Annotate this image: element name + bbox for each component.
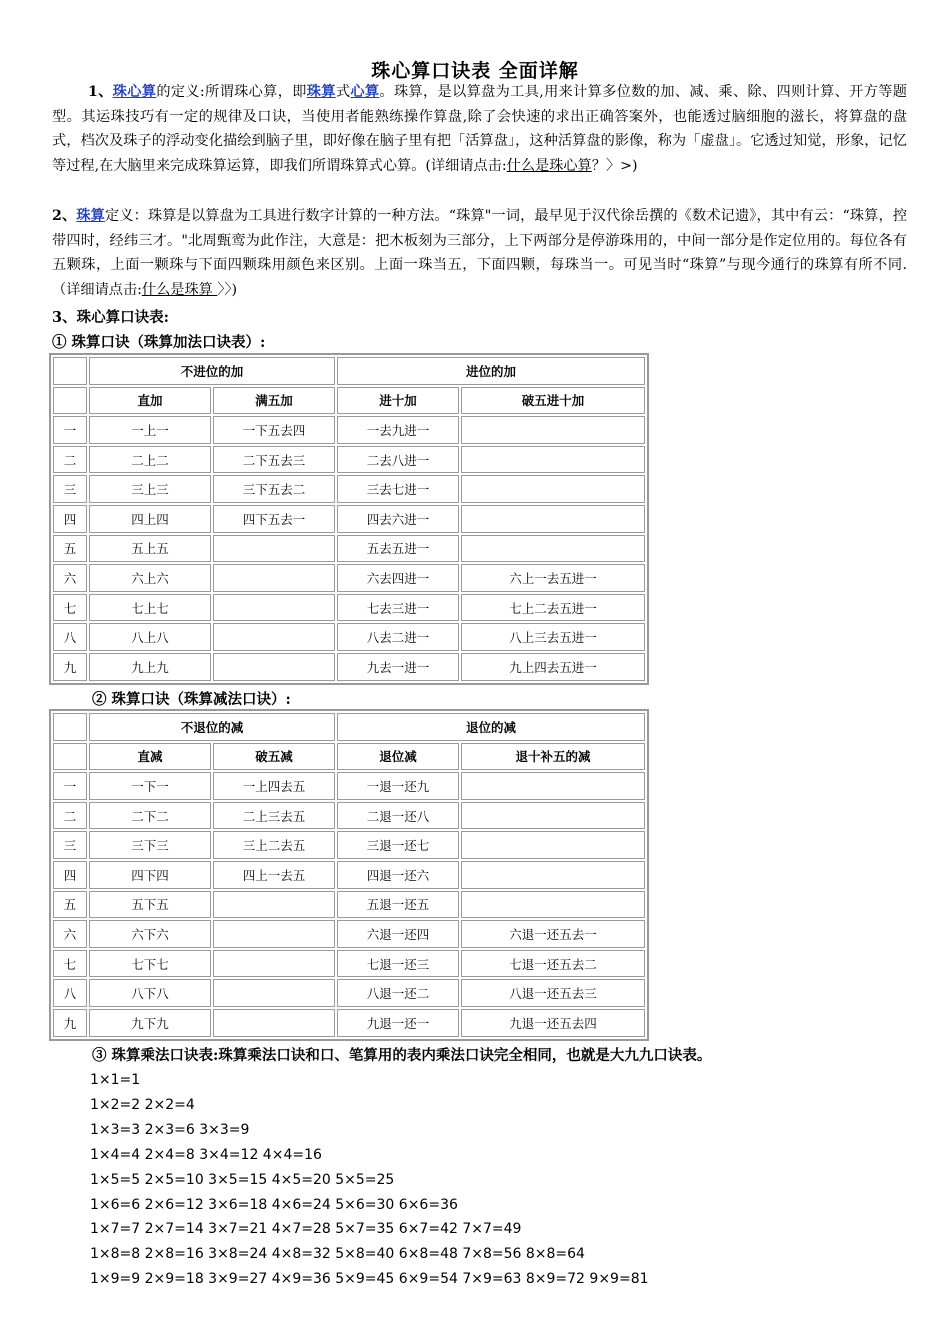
multiplication-line: 1×5=5 2×5=10 3×5=15 4×5=20 5×5=25 (90, 1171, 395, 1188)
multiplication-line: 1×2=2 2×2=4 (90, 1096, 195, 1113)
table-row (53, 653, 645, 681)
table-cell: 八上八 (89, 623, 211, 651)
paragraph-definition-zhuxinsuan (52, 80, 907, 178)
reference-link-zhuxinsuan[interactable]: 什么是珠心算 (506, 157, 592, 174)
table-cell: 六退一还五去一 (461, 920, 645, 948)
table-cell: 一下五去四 (213, 416, 335, 444)
table-cell (461, 831, 645, 859)
table-cell: 二去八进一 (337, 446, 459, 474)
table-cell: 二下五去三 (213, 446, 335, 474)
table-cell: 八退一还二 (337, 979, 459, 1007)
row-label: 五 (53, 891, 87, 919)
link-zhusuan[interactable]: 珠算 (76, 208, 105, 224)
table-cell (213, 979, 335, 1007)
row-label: 八 (53, 979, 87, 1007)
table-cell (213, 564, 335, 592)
multiplication-line: 1×1=1 (90, 1072, 141, 1088)
column-header: 破五减 (213, 743, 335, 771)
table-cell (461, 475, 645, 503)
table-row (53, 920, 645, 948)
paragraph-text: ？〉>) (591, 157, 638, 174)
link-xinsuan[interactable]: 心算 (350, 84, 380, 100)
paragraph-text: 〉〉) (217, 281, 238, 298)
table-cell: 七上七 (89, 594, 211, 622)
addition-table (49, 353, 649, 685)
column-header: 退位减 (337, 743, 459, 771)
table-cell: 一上四去五 (213, 772, 335, 800)
paragraph-text: 定义：珠算是以算盘为工具进行数字计算的一种方法。“珠算"一词，最早见于汉代徐岳撰的《数术记遗》，其中有云：“珠算，控带四时，经纬三才。"北周甄鸾为此作注，大意是：把木板刻为三部分，上下两部分是停游珠用的，中间一部分是作定位用的。每位各有五颗珠，上面一颗珠与下面四颗珠用颜色来区别。上面一珠当五，下面四颗，每珠当一。可见当时“珠算”与现今通行的珠算有所不同.（详细请点击: (52, 208, 908, 298)
table-cell: 二上三去五 (213, 802, 335, 830)
table-cell: 二上二 (89, 446, 211, 474)
row-label: 六 (53, 920, 87, 948)
link-zhuxinsuan[interactable]: 珠心算 (112, 84, 157, 100)
table-row (53, 979, 645, 1007)
table-cell: 三上三 (89, 475, 211, 503)
column-header: 进十加 (337, 387, 459, 415)
table-cell: 一去九进一 (337, 416, 459, 444)
table-cell: 五上五 (89, 535, 211, 563)
table-group-row (53, 357, 645, 385)
table-cell (461, 505, 645, 533)
paragraph-number: 2、 (52, 208, 77, 224)
table-row (53, 416, 645, 444)
table-row (53, 475, 645, 503)
column-header: 直加 (89, 387, 211, 415)
table-cell: 八去二进一 (337, 623, 459, 651)
row-label: 七 (53, 950, 87, 978)
table-cell (213, 594, 335, 622)
row-label: 九 (53, 1009, 87, 1037)
row-label: 三 (53, 475, 87, 503)
table-cell: 八上三去五进一 (461, 623, 645, 651)
column-header: 破五进十加 (461, 387, 645, 415)
table-cell (213, 920, 335, 948)
table-cell: 四退一还六 (337, 861, 459, 889)
table-cell: 六退一还四 (337, 920, 459, 948)
paragraph-text: 式 (335, 84, 351, 100)
table-cell (213, 535, 335, 563)
table-row (53, 623, 645, 651)
row-label: 四 (53, 861, 87, 889)
table-cell: 九下九 (89, 1009, 211, 1037)
table-cell: 七去三进一 (337, 594, 459, 622)
row-label: 七 (53, 594, 87, 622)
link-zhusuan[interactable]: 珠算 (306, 84, 336, 100)
table-cell: 九退一还一 (337, 1009, 459, 1037)
table-cell: 一下一 (89, 772, 211, 800)
table-corner-cell (53, 357, 87, 385)
row-label: 五 (53, 535, 87, 563)
table-cell (213, 950, 335, 978)
section-heading-koujue: 3、珠心算口诀表: (52, 309, 169, 326)
table-row (53, 1009, 645, 1037)
table-cell (461, 802, 645, 830)
table-row (53, 772, 645, 800)
table-row (53, 535, 645, 563)
table-row (53, 564, 645, 592)
group-header: 进位的加 (337, 357, 645, 385)
table-corner-cell (53, 713, 87, 741)
table-cell (461, 861, 645, 889)
table-cell (461, 772, 645, 800)
multiplication-line: 1×7=7 2×7=14 3×7=21 4×7=28 5×7=35 6×7=42 7×7=49 (90, 1221, 522, 1238)
table-cell: 九上四去五进一 (461, 653, 645, 681)
table-cell: 六上一去五进一 (461, 564, 645, 592)
paragraph-definition-zhusuan (52, 204, 907, 302)
table-cell: 六去四进一 (337, 564, 459, 592)
table-row (53, 831, 645, 859)
reference-link-zhusuan[interactable]: 什么是珠算 (141, 281, 218, 298)
row-label: 八 (53, 623, 87, 651)
multiplication-heading: ③ 珠算乘法口诀表:珠算乘法口诀和口、笔算用的表内乘法口诀完全相同，也就是大九九口诀表。 (92, 1047, 712, 1064)
multiplication-line: 1×8=8 2×8=16 3×8=24 4×8=32 5×8=40 6×8=48 7×8=56 8×8=64 (90, 1246, 585, 1263)
table-cell: 三上二去五 (213, 831, 335, 859)
table-cell (213, 653, 335, 681)
table-corner-cell (53, 387, 87, 415)
table-cell: 七上二去五进一 (461, 594, 645, 622)
table-cell (461, 416, 645, 444)
table-cell: 六上六 (89, 564, 211, 592)
table-cell: 七退一还五去二 (461, 950, 645, 978)
table-row (53, 802, 645, 830)
table-cell (213, 1009, 335, 1037)
table-cell: 一退一还九 (337, 772, 459, 800)
table-cell: 二下二 (89, 802, 211, 830)
paragraph-text: 的定义:所谓珠心算，即 (156, 84, 307, 100)
table-cell (461, 446, 645, 474)
row-label: 二 (53, 802, 87, 830)
table-cell (461, 891, 645, 919)
table-cell: 四下四 (89, 861, 211, 889)
column-header: 直减 (89, 743, 211, 771)
table-cell: 四下五去一 (213, 505, 335, 533)
table-cell: 八下八 (89, 979, 211, 1007)
table-row (53, 594, 645, 622)
paragraph-number: 1、 (88, 84, 113, 100)
table-cell: 三下三 (89, 831, 211, 859)
row-label: 二 (53, 446, 87, 474)
table-cell (213, 891, 335, 919)
subtraction-table-heading: ② 珠算口诀（珠算减法口诀）: (92, 691, 291, 708)
multiplication-line: 1×3=3 2×3=6 3×3=9 (90, 1121, 250, 1138)
table-row (53, 446, 645, 474)
row-label: 三 (53, 831, 87, 859)
table-cell: 六下六 (89, 920, 211, 948)
table-cell: 四上一去五 (213, 861, 335, 889)
table-cell: 五下五 (89, 891, 211, 919)
table-corner-cell (53, 743, 87, 771)
multiplication-line: 1×6=6 2×6=12 3×6=18 4×6=24 5×6=30 6×6=36 (90, 1196, 458, 1213)
table-row (53, 861, 645, 889)
table-cell: 四上四 (89, 505, 211, 533)
table-header-row (53, 743, 645, 771)
table-row (53, 950, 645, 978)
group-header: 退位的减 (337, 713, 645, 741)
table-group-row (53, 713, 645, 741)
row-label: 一 (53, 772, 87, 800)
table-cell: 三下五去二 (213, 475, 335, 503)
table-cell: 五去五进一 (337, 535, 459, 563)
group-header: 不退位的减 (89, 713, 335, 741)
table-cell: 七退一还三 (337, 950, 459, 978)
column-header: 满五加 (213, 387, 335, 415)
table-cell: 八退一还五去三 (461, 979, 645, 1007)
table-cell: 九上九 (89, 653, 211, 681)
table-cell: 一上一 (89, 416, 211, 444)
table-cell: 九退一还五去四 (461, 1009, 645, 1037)
row-label: 九 (53, 653, 87, 681)
table-cell: 九去一进一 (337, 653, 459, 681)
row-label: 一 (53, 416, 87, 444)
group-header: 不进位的加 (89, 357, 335, 385)
row-label: 六 (53, 564, 87, 592)
table-cell: 二退一还八 (337, 802, 459, 830)
table-row (53, 891, 645, 919)
table-row (53, 505, 645, 533)
table-cell (461, 535, 645, 563)
table-cell (213, 623, 335, 651)
multiplication-list (90, 1068, 649, 1292)
table-cell: 三去七进一 (337, 475, 459, 503)
subtraction-table (49, 709, 649, 1041)
row-label: 四 (53, 505, 87, 533)
table-cell: 三退一还七 (337, 831, 459, 859)
paragraph-text: 。珠算，是以算盘为工具,用来计算多位数的加、减、乘、除、四则计算、开方等题型。其运珠技巧有一定的规律及口诀，当使用者能熟练操作算盘,除了会快速的求出正确答案外，也能透过脑细胞的滋长，将算盘的盘式，档次及珠子的浮动变化描绘到脑子里，即好像在脑子里有把「活算盘」，这种活算盘的影像，称为「虚盘」。它透过知觉，形象，记忆等过程,在大脑里来完成珠算运算，即我们所谓珠算式心算。(详细请点击: (52, 84, 907, 174)
column-header: 退十补五的减 (461, 743, 645, 771)
multiplication-line: 1×4=4 2×4=8 3×4=12 4×4=16 (90, 1146, 322, 1163)
table-header-row (53, 387, 645, 415)
addition-table-heading: ① 珠算口诀（珠算加法口诀表）: (52, 334, 266, 351)
table-cell: 五退一还五 (337, 891, 459, 919)
table-cell: 四去六进一 (337, 505, 459, 533)
table-cell: 七下七 (89, 950, 211, 978)
multiplication-line: 1×9=9 2×9=18 3×9=27 4×9=36 5×9=45 6×9=54 7×9=63 8×9=72 9×9=81 (90, 1271, 649, 1288)
page-title: 珠心算口诀表 全面详解 (371, 60, 579, 82)
